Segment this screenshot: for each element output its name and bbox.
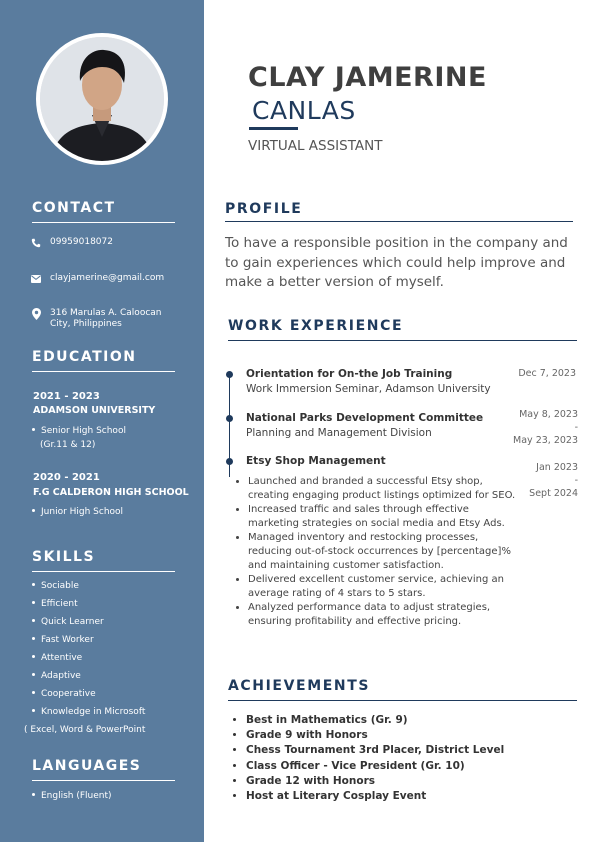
phone-number[interactable]: 09959018072 [50,237,113,247]
job-bullet: • Increased traffic and sales through effective marketing strategies on social media and Etsy Ads. [248,503,518,531]
achievement-item: • Class Officer - Vice President (Gr. 10) [246,759,504,774]
mail-icon [30,273,42,285]
job-bullet: • Launched and branded a successful Etsy shop, creating engaging product listings optimized for SEO. [248,475,518,503]
phone-icon [30,237,42,249]
job-title: VIRTUAL ASSISTANT [248,138,383,154]
person-photo-icon [40,37,164,161]
profile-photo [36,33,168,165]
job-bullet: • Managed inventory and restocking processes, reducing out-of-stock occurrences by [percentage]% and maintaining customer satisfaction. [248,531,518,573]
sidebar [0,0,204,842]
job-title-entry: Orientation for On-the Job Training [246,368,453,380]
skill-item: Attentive [32,652,82,664]
education-years: 2021 - 2023 [33,391,100,402]
achievement-item: • Chess Tournament 3rd Placer, District Level [246,743,504,758]
achievement-item: • Host at Literary Cosplay Event [246,789,504,804]
job-title-entry: Etsy Shop Management [246,455,386,467]
education-years: 2020 - 2021 [33,472,100,483]
languages-divider [32,780,175,781]
language-item: English (Fluent) [32,790,112,802]
education-detail: Senior High School [32,425,126,437]
email-address[interactable]: clayjamerine@gmail.com [50,273,165,283]
work-heading: WORK EXPERIENCE [228,318,404,334]
skill-item: Fast Worker [32,634,94,646]
achievement-item: • Grade 9 with Honors [246,728,504,743]
address-line-2: City, Philippines [50,319,122,329]
profile-divider [225,221,573,222]
skill-note: ( Excel, Word & PowerPoint [24,725,146,735]
skill-item: Efficient [32,598,78,610]
skill-item: Knowledge in Microsoft [32,706,145,718]
achievement-item: • Grade 12 with Honors [246,774,504,789]
skill-item: Quick Learner [32,616,104,628]
timeline-dot [226,371,233,378]
education-heading: EDUCATION [32,349,137,365]
job-subtitle: Work Immersion Seminar, Adamson University [246,383,491,395]
job-date-sep: - [574,422,578,433]
job-date-sep: - [574,475,578,486]
achievement-item: • Best in Mathematics (Gr. 9) [246,713,504,728]
contact-phone [30,237,113,249]
contact-email [30,273,164,285]
job-bullet: • Delivered excellent customer service, achieving an average rating of 4 stars to 5 stars. [248,573,518,601]
job-date: Dec 7, 2023 [518,368,576,379]
achievements-list [232,713,504,804]
education-school: F.G CALDERON HIGH SCHOOL [33,487,189,498]
work-divider [228,340,577,341]
skill-item: Sociable [32,580,79,592]
education-detail-cont: (Gr.11 & 12) [40,440,96,450]
education-divider [32,371,175,372]
timeline-dot [226,458,233,465]
contact-heading: CONTACT [32,200,116,216]
skills-heading: SKILLS [32,549,96,565]
job-subtitle: Planning and Management Division [246,427,432,439]
profile-text: To have a responsible position in the company and to gain experiences which could help improve and make a better version of myself. [225,235,568,290]
job-date-end: May 23, 2023 [513,435,578,446]
achievements-heading: ACHIEVEMENTS [228,678,371,694]
education-detail: Junior High School [32,506,123,518]
contact-address [30,308,162,330]
job-date-start: May 8, 2023 [519,409,578,420]
job-title-entry: National Parks Development Committee [246,412,484,424]
address-line-1: 316 Marulas A. Caloocan [50,308,162,318]
education-school: ADAMSON UNIVERSITY [33,405,156,416]
timeline-dot [226,415,233,422]
location-pin-icon [30,308,42,320]
name-first: CLAY JAMERINE [248,62,487,93]
contact-divider [32,222,175,223]
skills-divider [32,571,175,572]
job-date-end: Sept 2024 [529,488,578,499]
skill-item: Cooperative [32,688,96,700]
name-last: CANLAS [252,96,356,125]
job-bullet-list [232,475,518,629]
job-date-start: Jan 2023 [536,462,578,473]
skill-item: Adaptive [32,670,81,682]
profile-heading: PROFILE [225,201,303,217]
job-bullet: • Analyzed performance data to adjust strategies, ensuring profitability and effective pricing. [248,601,518,629]
name-underline [249,127,298,130]
achievements-divider [228,700,577,701]
languages-heading: LANGUAGES [32,758,142,774]
